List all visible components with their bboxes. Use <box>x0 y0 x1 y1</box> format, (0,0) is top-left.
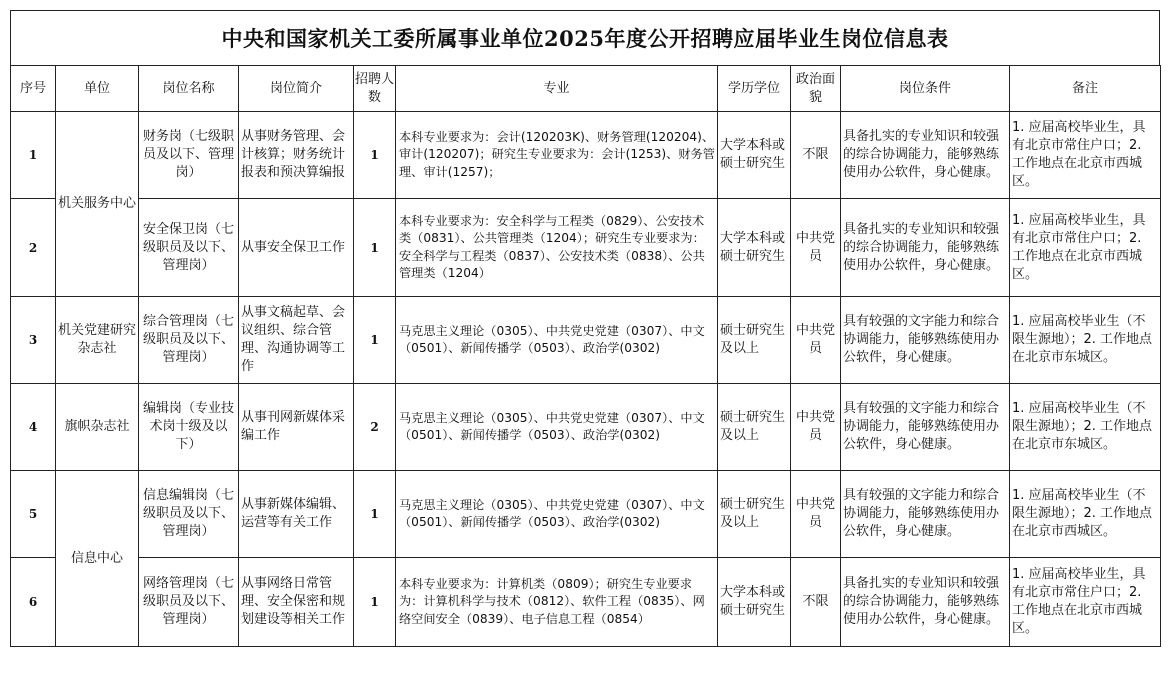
unit-cell: 机关党建研究杂志社 <box>56 297 139 384</box>
header-intro: 岗位简介 <box>239 66 354 112</box>
major-cell: 马克思主义理论（0305）、中共党史党建（0307）、中文（0501）、新闻传播学（0503）、政治学(0302) <box>396 297 718 384</box>
unit-cell: 旗帜杂志社 <box>56 384 139 471</box>
page-title: 中央和国家机关工委所属事业单位2025年度公开招聘应届毕业生岗位信息表 <box>10 10 1160 65</box>
header-no: 序号 <box>11 66 56 112</box>
position-cell: 综合管理岗（七级职员及以下、管理岗） <box>139 297 239 384</box>
row-no: 2 <box>11 199 56 297</box>
job-info-table <box>10 65 1161 647</box>
conditions-cell: 具有较强的文字能力和综合协调能力，能够熟练使用办公软件，身心健康。 <box>841 471 1010 558</box>
row-no: 3 <box>11 297 56 384</box>
table-row <box>11 384 1161 471</box>
conditions-cell: 具有较强的文字能力和综合协调能力，能够熟练使用办公软件，身心健康。 <box>841 384 1010 471</box>
document-page <box>10 10 1160 647</box>
notes-cell: 1. 应届高校毕业生（不限生源地）；2. 工作地点在北京市西城区。 <box>1010 471 1161 558</box>
count-cell: 1 <box>354 112 396 199</box>
header-conditions: 岗位条件 <box>841 66 1010 112</box>
degree-cell: 硕士研究生及以上 <box>718 471 791 558</box>
position-cell: 信息编辑岗（七级职员及以下、管理岗） <box>139 471 239 558</box>
header-politics: 政治面貌 <box>791 66 841 112</box>
conditions-cell: 具备扎实的专业知识和较强的综合协调能力，能够熟练使用办公软件，身心健康。 <box>841 112 1010 199</box>
major-cell: 本科专业要求为：会计(120203K)、财务管理(120204)、审计(120207)；研究生专业要求为：会计(1253)、财务管理、审计(1257)； <box>396 112 718 199</box>
table-row <box>11 471 1161 558</box>
position-cell: 财务岗（七级职员及以下、管理岗） <box>139 112 239 199</box>
notes-cell: 1. 应届高校毕业生，具有北京市常住户口；2. 工作地点在北京市西城区。 <box>1010 199 1161 297</box>
position-cell: 编辑岗（专业技术岗十级及以下） <box>139 384 239 471</box>
notes-cell: 1. 应届高校毕业生（不限生源地）；2. 工作地点在北京市东城区。 <box>1010 297 1161 384</box>
header-degree: 学历学位 <box>718 66 791 112</box>
header-unit: 单位 <box>56 66 139 112</box>
row-no: 5 <box>11 471 56 558</box>
header-notes: 备注 <box>1010 66 1161 112</box>
intro-cell: 从事安全保卫工作 <box>239 199 354 297</box>
conditions-cell: 具备扎实的专业知识和较强的综合协调能力，能够熟练使用办公软件，身心健康。 <box>841 199 1010 297</box>
degree-cell: 硕士研究生及以上 <box>718 384 791 471</box>
header-major: 专业 <box>396 66 718 112</box>
row-no: 1 <box>11 112 56 199</box>
degree-cell: 大学本科或硕士研究生 <box>718 199 791 297</box>
unit-cell: 机关服务中心 <box>56 112 139 297</box>
degree-cell: 大学本科或硕士研究生 <box>718 112 791 199</box>
header-position: 岗位名称 <box>139 66 239 112</box>
politics-cell: 中共党员 <box>791 384 841 471</box>
table-row <box>11 199 1161 297</box>
table-row <box>11 558 1161 647</box>
conditions-cell: 具有较强的文字能力和综合协调能力，能够熟练使用办公软件，身心健康。 <box>841 297 1010 384</box>
degree-cell: 硕士研究生及以上 <box>718 297 791 384</box>
major-cell: 马克思主义理论（0305）、中共党史党建（0307）、中文（0501）、新闻传播学（0503）、政治学(0302) <box>396 384 718 471</box>
conditions-cell: 具备扎实的专业知识和较强的综合协调能力，能够熟练使用办公软件，身心健康。 <box>841 558 1010 647</box>
major-cell: 本科专业要求为：安全科学与工程类（0829）、公安技术类（0831）、公共管理类（1204）；研究生专业要求为：安全科学与工程类（0837）、公安技术类（0838）、公共管理类（1204） <box>396 199 718 297</box>
position-cell: 网络管理岗（七级职员及以下、管理岗） <box>139 558 239 647</box>
table-row <box>11 297 1161 384</box>
intro-cell: 从事新媒体编辑、运营等有关工作 <box>239 471 354 558</box>
table-header-row <box>11 66 1161 112</box>
degree-cell: 大学本科或硕士研究生 <box>718 558 791 647</box>
major-cell: 马克思主义理论（0305）、中共党史党建（0307）、中文（0501）、新闻传播学（0503）、政治学(0302) <box>396 471 718 558</box>
politics-cell: 不限 <box>791 558 841 647</box>
notes-cell: 1. 应届高校毕业生（不限生源地）；2. 工作地点在北京市东城区。 <box>1010 384 1161 471</box>
count-cell: 1 <box>354 558 396 647</box>
notes-cell: 1. 应届高校毕业生，具有北京市常住户口；2. 工作地点在北京市西城区。 <box>1010 112 1161 199</box>
intro-cell: 从事财务管理、会计核算；财务统计报表和预决算编报 <box>239 112 354 199</box>
unit-cell: 信息中心 <box>56 471 139 647</box>
count-cell: 1 <box>354 297 396 384</box>
row-no: 6 <box>11 558 56 647</box>
intro-cell: 从事刊网新媒体采编工作 <box>239 384 354 471</box>
politics-cell: 中共党员 <box>791 199 841 297</box>
header-count: 招聘人数 <box>354 66 396 112</box>
count-cell: 1 <box>354 471 396 558</box>
politics-cell: 中共党员 <box>791 471 841 558</box>
count-cell: 2 <box>354 384 396 471</box>
count-cell: 1 <box>354 199 396 297</box>
table-row <box>11 112 1161 199</box>
intro-cell: 从事文稿起草、会议组织、综合管理、沟通协调等工作 <box>239 297 354 384</box>
major-cell: 本科专业要求为：计算机类（0809）；研究生专业要求为：计算机科学与技术（0812）、软件工程（0835）、网络空间安全（0839）、电子信息工程（0854） <box>396 558 718 647</box>
politics-cell: 不限 <box>791 112 841 199</box>
position-cell: 安全保卫岗（七级职员及以下、管理岗） <box>139 199 239 297</box>
row-no: 4 <box>11 384 56 471</box>
intro-cell: 从事网络日常管理、安全保密和规划建设等相关工作 <box>239 558 354 647</box>
notes-cell: 1. 应届高校毕业生，具有北京市常住户口；2. 工作地点在北京市西城区。 <box>1010 558 1161 647</box>
politics-cell: 中共党员 <box>791 297 841 384</box>
